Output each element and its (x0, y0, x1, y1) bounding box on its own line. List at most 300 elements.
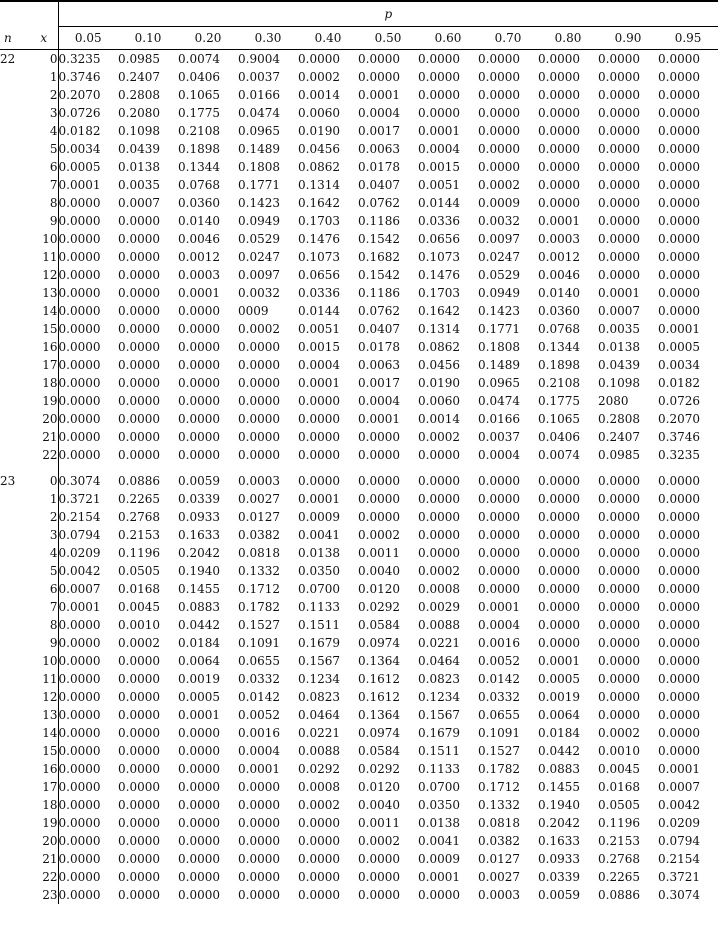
probability-cell: 0.0000 (538, 178, 580, 192)
probability-cell: 0.0985 (118, 52, 160, 66)
probability-cell: 0.1612 (358, 672, 400, 686)
probability-cell: 0.2407 (598, 430, 640, 444)
probability-cell: 0.1455 (538, 780, 580, 794)
probability-cell: 0.0007 (658, 780, 700, 794)
probability-cell: 0.0000 (598, 654, 640, 668)
x-value: 5 (49, 564, 58, 578)
probability-cell: 0.0004 (478, 448, 520, 462)
probability-cell: 0.2042 (538, 816, 580, 830)
x-value: 6 (49, 160, 58, 174)
probability-cell: 0.0019 (538, 690, 580, 704)
probability-cell: 0.0032 (478, 214, 520, 228)
probability-cell: 0.0002 (298, 798, 340, 812)
probability-cell: 0.1898 (538, 358, 580, 372)
probability-cell: 0.2070 (658, 412, 700, 426)
probability-cell: 0.0000 (238, 358, 280, 372)
probability-cell: 0.0000 (598, 70, 640, 84)
probability-cell: 0.0000 (358, 870, 400, 884)
probability-cell: 0.0000 (58, 248, 118, 266)
probability-cell: 0.0001 (478, 600, 520, 614)
probability-cell: 0.0000 (118, 376, 160, 390)
probability-cell: 0.0360 (178, 196, 220, 210)
probability-cell: 0.0442 (538, 744, 580, 758)
probability-cell: 0009 (238, 304, 269, 318)
probability-cell: 0.1073 (418, 250, 460, 264)
probability-cell: 0.0000 (658, 142, 700, 156)
table-row (0, 104, 718, 122)
probability-cell: 0.0004 (358, 394, 400, 408)
probability-cell: 0.0000 (58, 634, 118, 652)
probability-cell: 0.1234 (298, 672, 340, 686)
probability-cell: 0.0042 (658, 798, 700, 812)
x-value: 15 (42, 322, 58, 336)
probability-cell: 0.0000 (238, 376, 280, 390)
table-row (0, 886, 718, 904)
probability-cell: 0.0003 (478, 888, 520, 902)
probability-cell: 0.0009 (478, 196, 520, 210)
probability-cell: 0.0041 (298, 528, 340, 542)
probability-cell: 0.0000 (118, 744, 160, 758)
probability-cell: 0.0000 (418, 510, 460, 524)
probability-cell: 0.0505 (598, 798, 640, 812)
table-row (0, 472, 718, 490)
probability-cell: 0.0004 (418, 142, 460, 156)
probability-cell: 0.0974 (358, 726, 400, 740)
p-value-header: 0.50 (358, 27, 418, 50)
probability-cell: 0.2042 (178, 546, 220, 560)
x-value: 21 (42, 852, 58, 866)
probability-cell: 0.1940 (178, 564, 220, 578)
probability-cell: 0.0011 (358, 546, 400, 560)
probability-cell: 0.0015 (418, 160, 460, 174)
probability-cell: 0.0000 (418, 492, 460, 506)
probability-cell: 0.0000 (118, 340, 160, 354)
probability-cell: 0.0406 (178, 70, 220, 84)
probability-cell: 0.0000 (58, 724, 118, 742)
probability-cell: 0.0382 (238, 528, 280, 542)
probability-cell: 0.1098 (118, 124, 160, 138)
probability-cell: 0.0768 (538, 322, 580, 336)
probability-cell: 0.0017 (358, 376, 400, 390)
probability-cell: 0.0001 (358, 412, 400, 426)
probability-cell: 0.0000 (238, 798, 280, 812)
table-row (0, 248, 718, 266)
table-row (0, 724, 718, 742)
probability-cell: 0.0012 (538, 250, 580, 264)
probability-cell: 0.0339 (538, 870, 580, 884)
probability-cell: 0.1186 (358, 286, 400, 300)
probability-cell: 0.0000 (358, 52, 400, 66)
probability-cell: 0.0247 (238, 250, 280, 264)
x-value: 0 (49, 474, 58, 488)
probability-cell: 0.0000 (598, 708, 640, 722)
probability-cell: 0.0000 (538, 474, 580, 488)
probability-cell: 0.0000 (238, 852, 280, 866)
probability-cell: 0.0949 (478, 286, 520, 300)
table-row (0, 796, 718, 814)
probability-cell: 0.0000 (478, 88, 520, 102)
probability-cell: 0.0035 (118, 178, 160, 192)
probability-cell: 0.1633 (178, 528, 220, 542)
probability-cell: 0.2808 (598, 412, 640, 426)
probability-cell: 0.0000 (598, 600, 640, 614)
probability-cell: 0.0000 (178, 798, 220, 812)
probability-cell: 0.0000 (298, 870, 340, 884)
probability-cell: 0.0000 (658, 618, 700, 632)
probability-cell: 0.0000 (238, 816, 280, 830)
probability-cell: 0.0000 (538, 106, 580, 120)
probability-cell: 0.0339 (178, 492, 220, 506)
probability-cell: 0.0000 (178, 762, 220, 776)
probability-cell: 0.0005 (538, 672, 580, 686)
probability-cell: 0.0000 (358, 474, 400, 488)
probability-cell: 0.0000 (178, 852, 220, 866)
probability-cell: 0.1344 (178, 160, 220, 174)
probability-cell: 0.0120 (358, 582, 400, 596)
probability-cell: 0.0000 (238, 888, 280, 902)
probability-cell: 0.1808 (478, 340, 520, 354)
probability-cell: 0.0000 (658, 690, 700, 704)
probability-cell: 0.0350 (298, 564, 340, 578)
probability-cell: 0.0002 (358, 834, 400, 848)
probability-cell: 0.0000 (58, 338, 118, 356)
table-row (0, 176, 718, 194)
probability-cell: 0.0000 (178, 448, 220, 462)
probability-cell: 0.0000 (598, 618, 640, 632)
probability-cell: 0.0142 (238, 690, 280, 704)
x-value: 3 (49, 528, 58, 542)
probability-cell: 0.0000 (58, 814, 118, 832)
table-row (0, 374, 718, 392)
probability-cell: 0.0000 (58, 266, 118, 284)
probability-cell: 0.0012 (178, 250, 220, 264)
probability-cell: 0.2154 (658, 852, 700, 866)
probability-cell: 0.0726 (58, 104, 118, 122)
x-value: 20 (42, 834, 58, 848)
probability-cell: 0.0002 (598, 726, 640, 740)
probability-cell: 0.0000 (118, 394, 160, 408)
probability-cell: 0.0000 (178, 870, 220, 884)
probability-cell: 0.1527 (478, 744, 520, 758)
probability-cell: 0.0000 (58, 320, 118, 338)
probability-cell: 0.0000 (118, 448, 160, 462)
probability-cell: 0.0000 (58, 850, 118, 868)
probability-cell: 0.0818 (478, 816, 520, 830)
probability-cell: 0.0000 (418, 888, 460, 902)
probability-cell: 0.0000 (58, 670, 118, 688)
probability-cell: 0.0027 (478, 870, 520, 884)
probability-cell: 0.0007 (58, 580, 118, 598)
probability-cell: 0.0000 (298, 888, 340, 902)
x-value: 0 (49, 52, 58, 66)
x-value: 10 (42, 232, 58, 246)
probability-cell: 0.0000 (298, 834, 340, 848)
probability-cell: 0.0823 (418, 672, 460, 686)
probability-cell: 0.0000 (538, 528, 580, 542)
probability-cell: 0.0000 (418, 474, 460, 488)
probability-cell: 0.1679 (418, 726, 460, 740)
probability-cell: 0.0138 (418, 816, 460, 830)
probability-cell: 0.0529 (478, 268, 520, 282)
table-row (0, 428, 718, 446)
probability-cell: 0.0000 (598, 564, 640, 578)
probability-cell: 0.0336 (298, 286, 340, 300)
table-row (0, 814, 718, 832)
probability-cell: 0.0000 (118, 214, 160, 228)
table-row (0, 850, 718, 868)
probability-cell: 0.0017 (358, 124, 400, 138)
probability-cell: 0.1808 (238, 160, 280, 174)
probability-cell: 0.0000 (118, 888, 160, 902)
probability-cell: 0.0000 (598, 142, 640, 156)
probability-cell: 0.0000 (658, 178, 700, 192)
probability-cell: 0.0000 (118, 690, 160, 704)
probability-cell: 0.0000 (358, 448, 400, 462)
probability-cell: 0.0000 (478, 106, 520, 120)
probability-cell: 0.1476 (418, 268, 460, 282)
probability-cell: 0.0008 (418, 582, 460, 596)
probability-cell: 0.0046 (178, 232, 220, 246)
x-value: 19 (42, 394, 58, 408)
probability-cell: 0.0000 (478, 142, 520, 156)
probability-cell: 0.0002 (238, 322, 280, 336)
probability-cell: 0.0000 (598, 124, 640, 138)
probability-cell: 0.1196 (598, 816, 640, 830)
x-value: 3 (49, 106, 58, 120)
probability-cell: 0.0034 (658, 358, 700, 372)
probability-cell: 0.0000 (118, 430, 160, 444)
probability-cell: 0.0000 (598, 672, 640, 686)
probability-cell: 0.0000 (178, 376, 220, 390)
probability-cell: 0.0002 (358, 528, 400, 542)
probability-cell: 0.0000 (598, 214, 640, 228)
probability-cell: 0.0060 (298, 106, 340, 120)
probability-cell: 0.0000 (538, 70, 580, 84)
probability-cell: 0.3746 (58, 68, 118, 86)
probability-cell: 0.0000 (658, 744, 700, 758)
probability-cell: 0.0003 (538, 232, 580, 246)
probability-cell: 0.0014 (418, 412, 460, 426)
probability-cell: 0.1940 (538, 798, 580, 812)
probability-cell: 0.1542 (358, 268, 400, 282)
probability-cell: 0.0000 (658, 232, 700, 246)
probability-cell: 0.0000 (118, 304, 160, 318)
probability-cell: 0.0000 (118, 726, 160, 740)
table-row (0, 634, 718, 652)
probability-cell: 0.0005 (58, 158, 118, 176)
probability-cell: 0.0000 (658, 88, 700, 102)
x-value: 19 (42, 816, 58, 830)
table-row (0, 616, 718, 634)
probability-cell: 0.0000 (118, 286, 160, 300)
probability-cell: 0.0144 (418, 196, 460, 210)
probability-cell: 0.0794 (58, 526, 118, 544)
probability-cell: 0.0000 (358, 492, 400, 506)
probability-cell: 0.0000 (58, 356, 118, 374)
table-row (0, 778, 718, 796)
probability-cell: 0.0001 (298, 492, 340, 506)
probability-cell: 0.0074 (178, 52, 220, 66)
x-value: 23 (42, 888, 58, 902)
p-value-header: 0.95 (658, 27, 718, 50)
probability-cell: 0.0000 (478, 492, 520, 506)
block-spacer (0, 464, 718, 472)
p-value-header: 0.30 (238, 27, 298, 50)
probability-cell: 0.0182 (58, 122, 118, 140)
p-value-header: 0.90 (598, 27, 658, 50)
probability-cell: 0.0000 (418, 528, 460, 542)
probability-cell: 0.0000 (538, 636, 580, 650)
table-row (0, 446, 718, 464)
probability-cell: 0.0529 (238, 232, 280, 246)
probability-cell: 0.0768 (178, 178, 220, 192)
probability-cell: 0.0040 (358, 564, 400, 578)
probability-cell: 0.0000 (58, 284, 118, 302)
probability-cell: 0.0762 (358, 196, 400, 210)
probability-cell: 0.1712 (478, 780, 520, 794)
table-row (0, 562, 718, 580)
table-row (0, 868, 718, 886)
probability-cell: 0.0000 (658, 52, 700, 66)
probability-cell: 0.0019 (178, 672, 220, 686)
table-row (0, 544, 718, 562)
probability-cell: 0.0439 (598, 358, 640, 372)
probability-cell: 0.0000 (478, 510, 520, 524)
x-value: 5 (49, 142, 58, 156)
probability-cell: 0.0000 (238, 448, 280, 462)
probability-cell: 0.0140 (178, 214, 220, 228)
x-value: 22 (42, 870, 58, 884)
x-value: 6 (49, 582, 58, 596)
probability-cell: 0.0000 (178, 780, 220, 794)
probability-cell: 0.1455 (178, 582, 220, 596)
probability-cell: 0.0965 (238, 124, 280, 138)
probability-cell: 0.0000 (178, 816, 220, 830)
probability-cell: 0.0063 (358, 358, 400, 372)
probability-cell: 0.0000 (658, 672, 700, 686)
probability-cell: 0.1542 (358, 232, 400, 246)
probability-cell: 0.0000 (598, 160, 640, 174)
probability-cell: 0.0000 (118, 834, 160, 848)
probability-cell: 0.0029 (418, 600, 460, 614)
probability-cell: 0.0042 (58, 562, 118, 580)
probability-cell: 0.3235 (58, 50, 118, 69)
probability-cell: 0.0088 (418, 618, 460, 632)
probability-cell: 2080 (598, 394, 629, 408)
probability-cell: 0.9004 (238, 52, 280, 66)
probability-cell: 0.0656 (298, 268, 340, 282)
x-value: 8 (49, 196, 58, 210)
probability-cell: 0.1775 (538, 394, 580, 408)
probability-cell: 0.0000 (658, 214, 700, 228)
probability-cell: 0.0000 (598, 636, 640, 650)
probability-cell: 0.0000 (658, 600, 700, 614)
probability-cell: 0.1423 (238, 196, 280, 210)
probability-cell: 0.0011 (358, 816, 400, 830)
probability-cell: 0.1091 (478, 726, 520, 740)
probability-cell: 0.0000 (418, 546, 460, 560)
x-value: 8 (49, 618, 58, 632)
p-header-label: p (58, 1, 718, 27)
x-value: 10 (42, 654, 58, 668)
probability-cell: 0.0001 (418, 124, 460, 138)
probability-cell: 0.0886 (598, 888, 640, 902)
probability-cell: 0.0003 (238, 474, 280, 488)
probability-cell: 0.1098 (598, 376, 640, 390)
probability-cell: 0.0034 (58, 140, 118, 158)
probability-cell: 0.0000 (538, 618, 580, 632)
probability-cell: 0.0001 (178, 286, 220, 300)
probability-cell: 0.0000 (598, 106, 640, 120)
probability-cell: 0.0002 (478, 178, 520, 192)
probability-cell: 0.0045 (118, 600, 160, 614)
probability-cell: 0.0000 (478, 546, 520, 560)
probability-cell: 0.1703 (418, 286, 460, 300)
probability-cell: 0.0000 (658, 654, 700, 668)
n-value: 23 (0, 474, 16, 488)
table-row (0, 508, 718, 526)
probability-cell: 0.0000 (418, 70, 460, 84)
probability-cell: 0.0000 (178, 394, 220, 408)
table-row (0, 140, 718, 158)
x-value: 4 (49, 546, 58, 560)
probability-cell: 0.0000 (58, 796, 118, 814)
probability-cell: 0.0190 (298, 124, 340, 138)
probability-cell: 0.0000 (658, 636, 700, 650)
probability-cell: 0.1771 (238, 178, 280, 192)
probability-cell: 0.0000 (538, 88, 580, 102)
probability-cell: 0.0000 (58, 302, 118, 320)
probability-cell: 0.0407 (358, 322, 400, 336)
x-value: 13 (42, 708, 58, 722)
probability-cell: 0.0000 (658, 510, 700, 524)
probability-cell: 0.0004 (478, 618, 520, 632)
probability-cell: 0.3721 (658, 870, 700, 884)
probability-cell: 0.1073 (298, 250, 340, 264)
probability-cell: 0.0037 (478, 430, 520, 444)
probability-cell: 0.0016 (478, 636, 520, 650)
probability-cell: 0.0000 (598, 582, 640, 596)
probability-cell: 0.0000 (418, 448, 460, 462)
probability-cell: 0.0001 (178, 708, 220, 722)
probability-cell: 0.0000 (658, 546, 700, 560)
probability-cell: 0.0000 (58, 446, 118, 464)
probability-cell: 0.0088 (298, 744, 340, 758)
probability-cell: 0.0332 (478, 690, 520, 704)
probability-cell: 0.0000 (538, 546, 580, 560)
probability-cell: 0.0007 (118, 196, 160, 210)
probability-cell: 0.0000 (298, 430, 340, 444)
probability-cell: 0.0032 (238, 286, 280, 300)
probability-cell: 0.0247 (478, 250, 520, 264)
probability-cell: 0.0000 (178, 340, 220, 354)
probability-cell: 0.0074 (538, 448, 580, 462)
probability-cell: 0.0700 (298, 582, 340, 596)
probability-cell: 0.1186 (358, 214, 400, 228)
probability-cell: 0.0184 (178, 636, 220, 650)
probability-cell: 0.0000 (598, 196, 640, 210)
probability-cell: 0.1476 (298, 232, 340, 246)
probability-cell: 0.0001 (58, 176, 118, 194)
probability-cell: 0.0762 (358, 304, 400, 318)
probability-cell: 0.0000 (658, 304, 700, 318)
probability-cell: 0.1314 (418, 322, 460, 336)
probability-cell: 0.0168 (598, 780, 640, 794)
probability-cell: 0.0001 (58, 598, 118, 616)
p-value-header: 0.70 (478, 27, 538, 50)
probability-cell: 0.0000 (598, 492, 640, 506)
probability-cell: 0.0000 (598, 690, 640, 704)
